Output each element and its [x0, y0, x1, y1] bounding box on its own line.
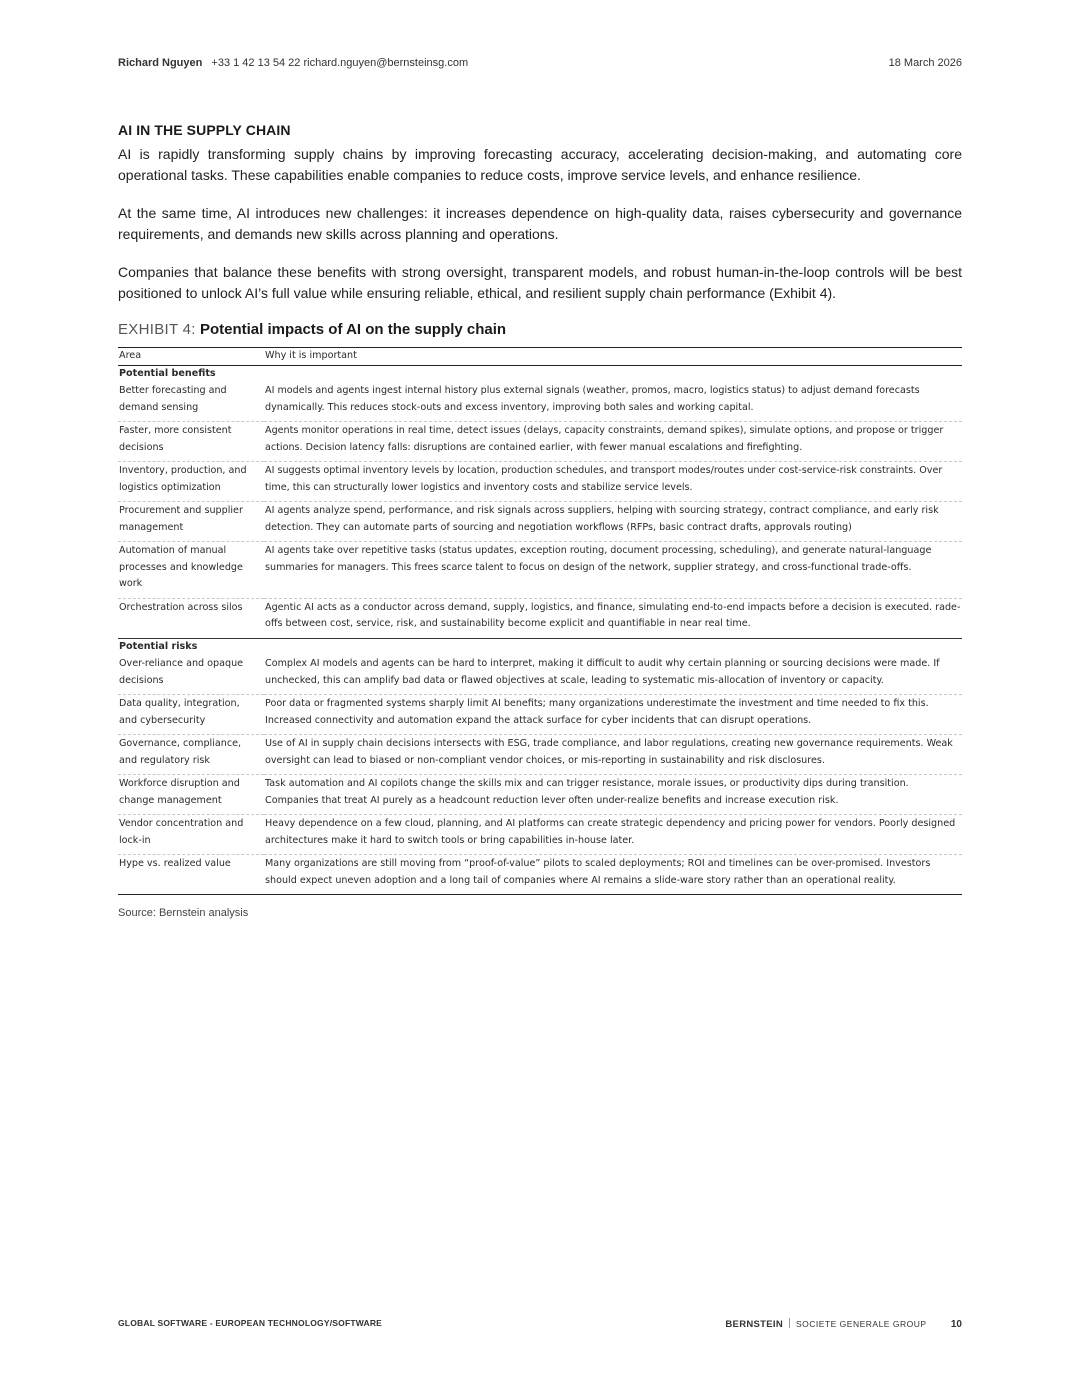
row-area: Orchestration across silos — [119, 601, 243, 613]
table-row — [118, 542, 962, 599]
column-header-why: Why it is important — [264, 348, 962, 366]
table-row — [118, 655, 962, 695]
row-area: Better forecasting and demand sensing — [118, 382, 264, 422]
divider — [789, 1318, 790, 1328]
footer-branding — [725, 1318, 962, 1330]
section-title: AI IN THE SUPPLY CHAIN — [118, 122, 291, 138]
row-why: AI models and agents ingest internal history plus external signals (weather, promos, macro, logistics status) to adjust demand forecasts dynamically. This reduces stock-outs and excess inventory, improving both sales and working capital. — [264, 382, 962, 422]
column-header-area: Area — [118, 348, 264, 366]
paragraph: Companies that balance these benefits with strong oversight, transparent models, and robust human-in-the-loop controls will be best positioned to unlock AI’s full value while ensuring reliable, ethical, and resilient supply chain performance (Exhibit 4). — [118, 264, 962, 301]
table-row — [118, 502, 962, 542]
table-row — [118, 695, 962, 735]
page-number: 10 — [950, 1319, 962, 1330]
row-area: Data quality, integration, and cybersecurity — [118, 695, 264, 735]
row-why: Complex AI models and agents can be hard to interpret, making it difficult to audit why certain planning or sourcing decisions were made. If unchecked, this can amplify bad data or flawed objectives at scale, leading to systematic mis-allocation of inventory or capacity. — [264, 655, 962, 695]
row-area: Automation of manual processes and knowledge work — [118, 542, 264, 599]
exhibit-title: Potential impacts of AI on the supply chain — [199, 321, 507, 338]
group-label: Potential benefits — [119, 367, 216, 379]
row-why: AI suggests optimal inventory levels by location, production schedules, and transport modes/routes under cost-service-risk constraints. Over time, this can structurally lower logistics and inventory costs and stabilize service levels. — [264, 462, 962, 502]
brand-logo: BERNSTEIN — [725, 1319, 783, 1330]
row-area: Governance, compliance, and regulatory risk — [118, 735, 264, 775]
row-area: Inventory, production, and logistics optimization — [118, 462, 264, 502]
table-row — [118, 775, 962, 815]
row-why: Heavy dependence on a few cloud, planning, and AI platforms can create strategic dependency and pricing power for vendors. Poorly designed architectures make it hard to switch tools or bring capabilities in-house later. — [264, 815, 962, 855]
row-area: Faster, more consistent decisions — [118, 422, 264, 462]
table-row — [118, 462, 962, 502]
exhibit-label: EXHIBIT 4: — [118, 321, 196, 338]
table-row — [118, 855, 962, 895]
table-bottom-rule — [118, 895, 962, 897]
table-row — [118, 422, 962, 462]
row-area: Hype vs. realized value — [119, 858, 231, 869]
row-area: Over-reliance and opaque decisions — [118, 655, 264, 695]
row-why: AI agents take over repetitive tasks (status updates, exception routing, document processing, scheduling), and generate natural-language summaries for managers. This frees scarce talent to focus on design of the network, supplier strategy, and cross-functional trade-offs. — [264, 542, 962, 599]
table-row — [118, 598, 962, 638]
report-date: 18 March 2026 — [888, 57, 962, 69]
group-row-benefits — [118, 365, 962, 382]
table-header-row — [118, 348, 962, 366]
row-why: Many organizations are still moving from “proof-of-value” pilots to scaled deployments; ROI and timelines can be over-promised. Investors should expect uneven adoption and a long tail of companies where AI remains a slide-ware story rather than an operational reality. — [265, 858, 931, 886]
row-area: Vendor concentration and lock-in — [118, 815, 264, 855]
paragraph: At the same time, AI introduces new challenges: it increases dependence on high-quality data, raises cybersecurity and governance requirements, and demands new skills across planning and operations. — [118, 205, 962, 242]
main-content — [118, 122, 962, 896]
row-why: Use of AI in supply chain decisions intersects with ESG, trade compliance, and labor regulations, creating new governance requirements. Weak oversight can lead to biased or non-compliant vendor choices, or mis-reporting in sustainability and risk disclosures. — [264, 735, 962, 775]
group-row-risks — [118, 638, 962, 655]
page-header — [118, 57, 962, 73]
paragraph: AI is rapidly transforming supply chains by improving forecasting accuracy, accelerating decision-making, and automating core operational tasks. These capabilities enable companies to reduce costs, improve service levels, and enhance resilience. — [118, 146, 962, 183]
group-name: SOCIETE GENERALE GROUP — [796, 1319, 927, 1329]
row-why: Agents monitor operations in real time, detect issues (delays, capacity constraints, demand spikes), simulate options, and propose or trigger actions. Decision latency falls: disruptions are contained earlier, with fewer manual escalations and firefighting. — [264, 422, 962, 462]
author-name: Richard Nguyen — [118, 57, 203, 69]
exhibit-heading — [118, 321, 962, 338]
row-why: Poor data or fragmented systems sharply limit AI benefits; many organizations underestimate the investment and time needed to fix this. Increased connectivity and automation expand the attack surface for cyber incidents that can disrupt operations. — [264, 695, 962, 735]
row-area: Workforce disruption and change management — [118, 775, 264, 815]
table-row — [118, 815, 962, 855]
row-why: Agentic AI acts as a conductor across demand, supply, logistics, and finance, simulating end-to-end impacts before a decision is executed. rade-offs between cost, service, risk, and sustainability become explicit and quantifiable in near real time. — [265, 601, 961, 629]
source-note: Source: Bernstein analysis — [118, 907, 249, 919]
impacts-table — [118, 347, 962, 896]
table-row — [118, 382, 962, 422]
footer-coverage: GLOBAL SOFTWARE - EUROPEAN TECHNOLOGY/SOFTWARE — [118, 1318, 383, 1328]
author-contact: +33 1 42 13 54 22 richard.nguyen@bernsteinsg.com — [211, 57, 469, 69]
row-area: Procurement and supplier management — [118, 502, 264, 542]
row-why: Task automation and AI copilots change the skills mix and can trigger resistance, morale issues, or productivity dips during transition. Companies that treat AI purely as a headcount reduction lever often under-realize benefits and increase execution risk. — [264, 775, 962, 815]
page-footer — [118, 1318, 962, 1332]
table-row — [118, 735, 962, 775]
group-label: Potential risks — [118, 638, 962, 655]
row-why: AI agents analyze spend, performance, and risk signals across suppliers, helping with sourcing strategy, contract compliance, and early risk detection. They can automate parts of sourcing and negotiation workflows (RFPs, basic contract drafts, approvals routing) — [264, 502, 962, 542]
